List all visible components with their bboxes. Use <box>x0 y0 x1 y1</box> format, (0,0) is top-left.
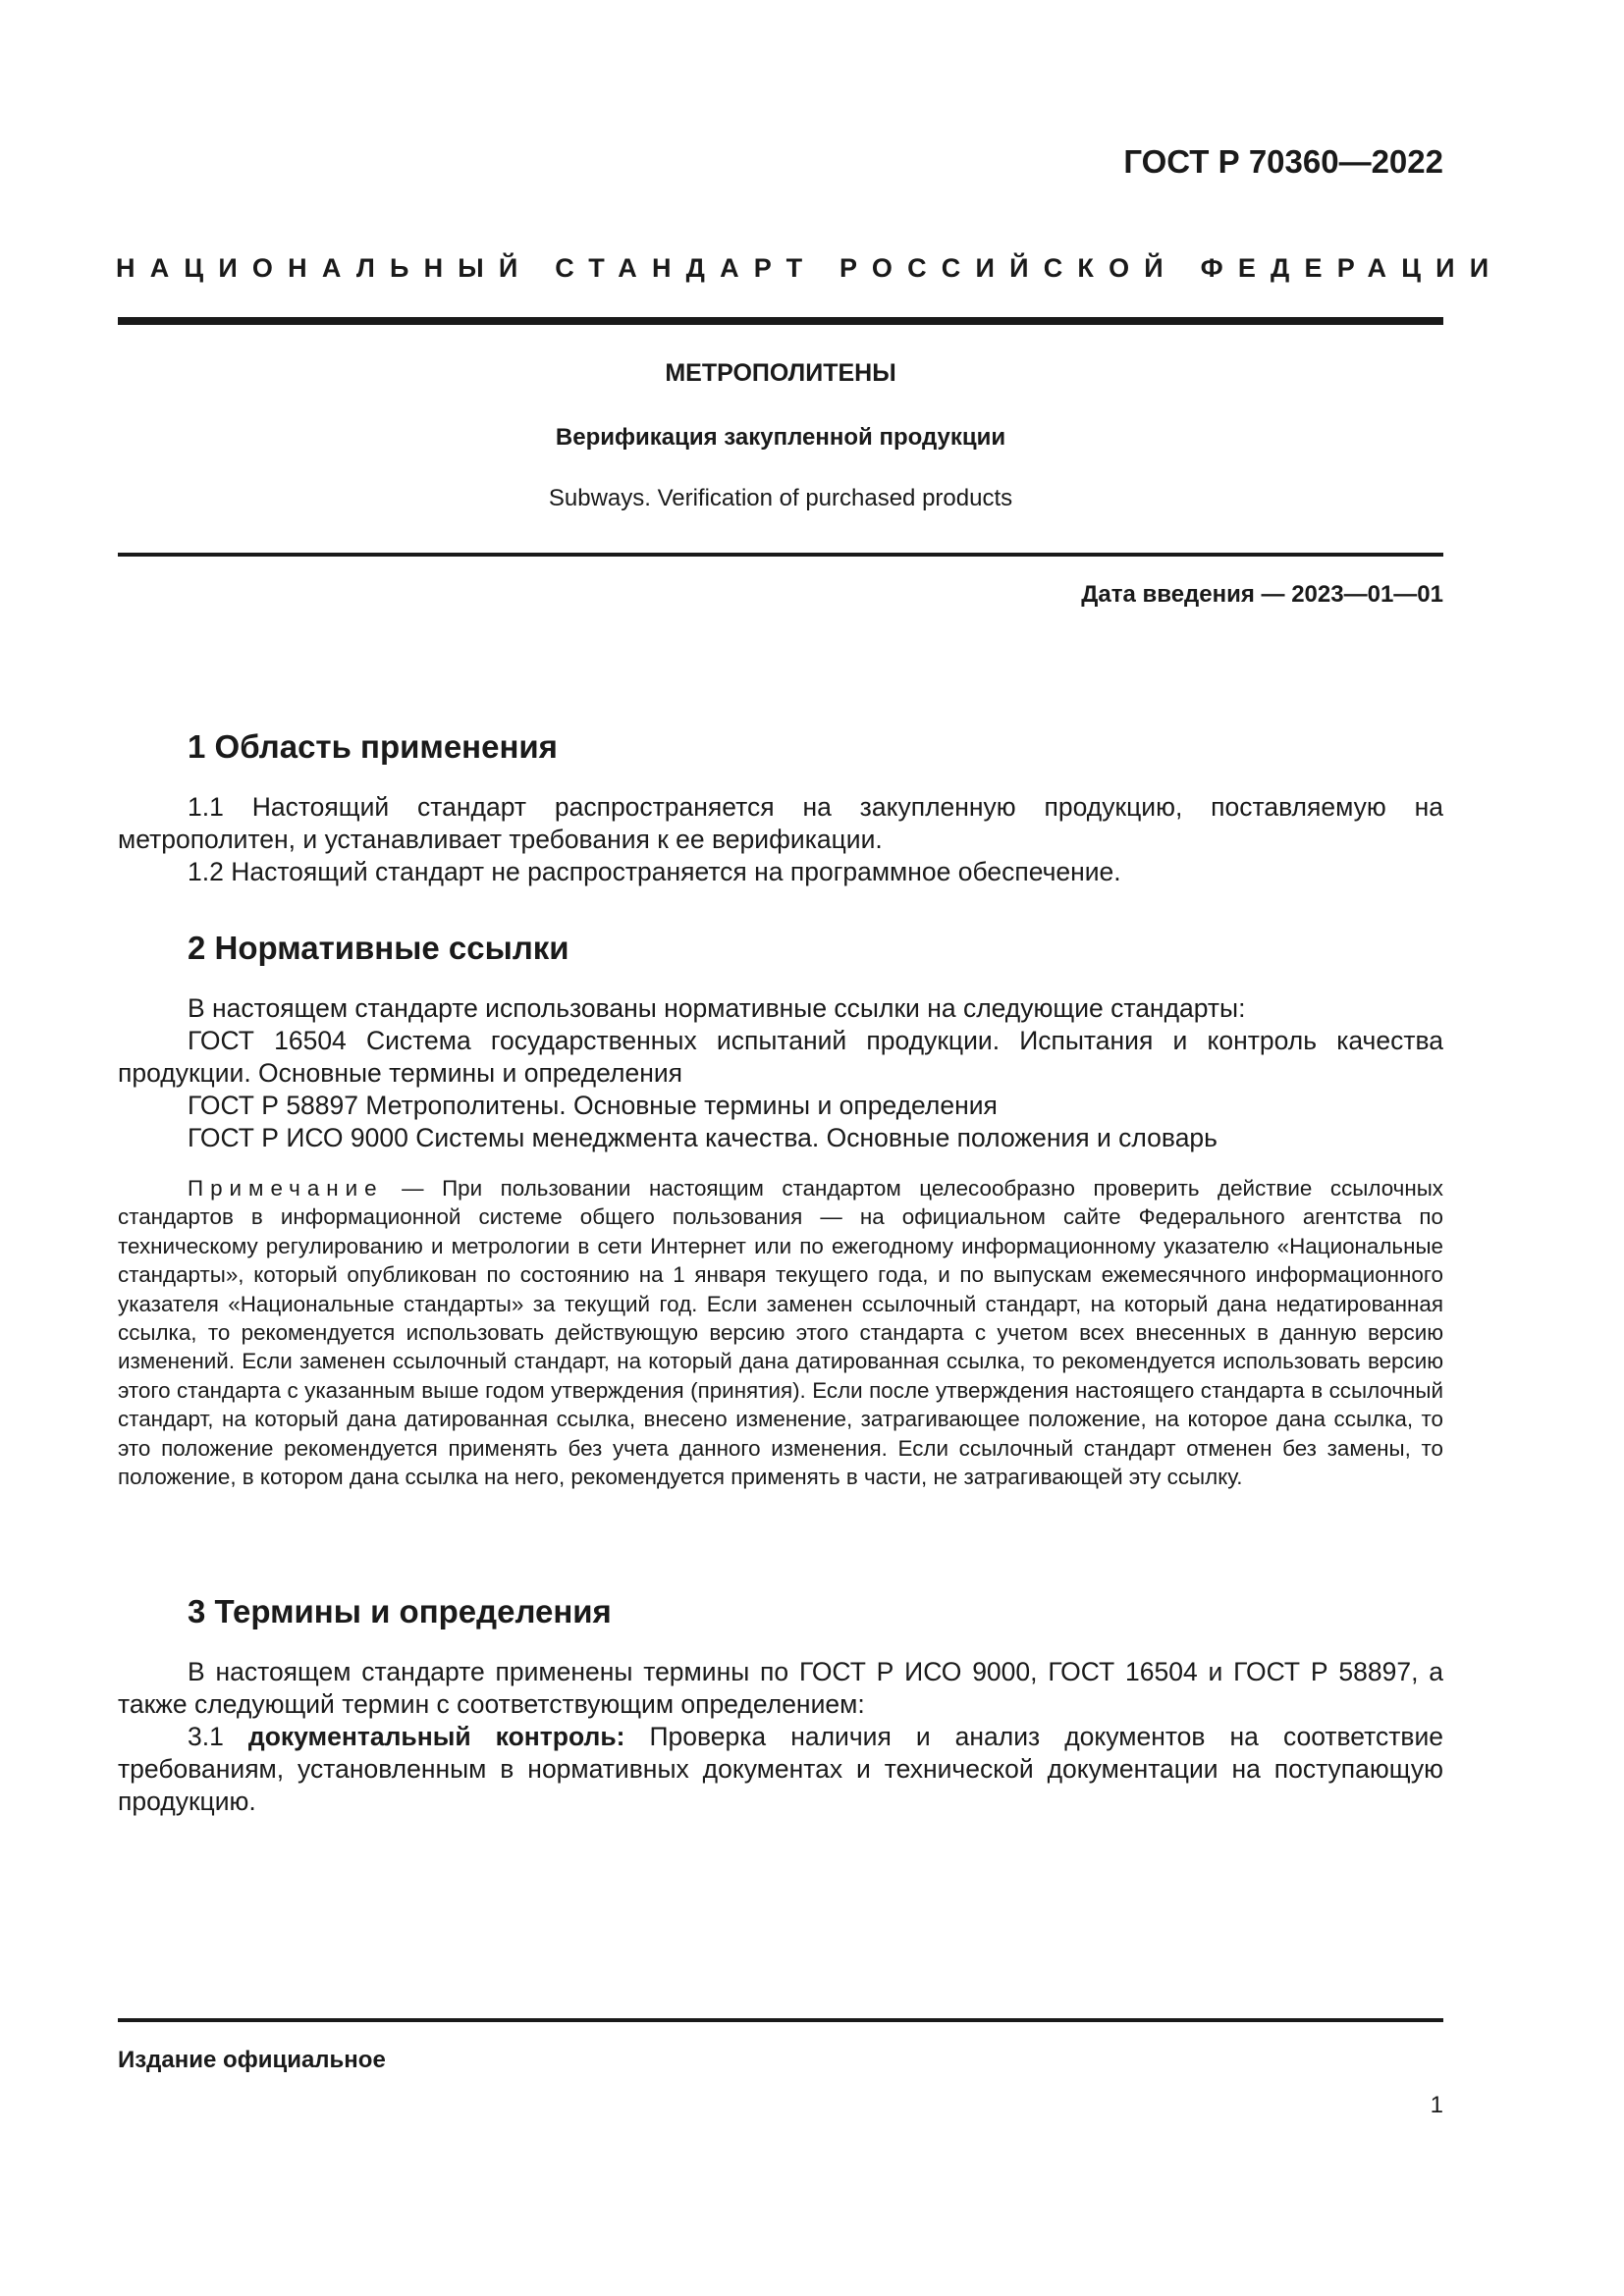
section-1-body <box>118 791 1443 888</box>
section-2-body <box>118 992 1443 1154</box>
introduction-date: Дата введения — 2023—01—01 <box>1081 581 1443 608</box>
note-paragraph <box>118 1174 1443 1491</box>
term-definition-3-1 <box>118 1721 1443 1818</box>
reference-gost-16504: ГОСТ 16504 Система государственных испытаний продукции. Испытания и контроль качества продукции. Основные термины и определения <box>118 1026 1443 1088</box>
document-subtitle: Верификация закупленной продукции <box>555 424 1006 451</box>
footer-rule <box>118 2018 1443 2022</box>
english-title: Subways. Verification of purchased products <box>548 485 1013 511</box>
reference-gost-r-iso-9000: ГОСТ Р ИСО 9000 Системы менеджмента качества. Основные положения и словарь <box>188 1123 1218 1152</box>
official-edition-label: Издание официальное <box>118 2047 386 2073</box>
title-rule <box>118 553 1443 557</box>
term-number: 3.1 <box>188 1722 248 1751</box>
term-name: документальный контроль: <box>247 1722 625 1751</box>
section-1-heading: 1 Область применения <box>188 728 558 765</box>
paragraph-1-1: 1.1 Настоящий стандарт распространяется на закупленную продукцию, поставляемую на метрополитен, и устанавливает требования к ее верификации. <box>118 792 1443 854</box>
section-3-heading: 3 Термины и определения <box>188 1593 612 1629</box>
paragraph-1-2: 1.2 Настоящий стандарт не распространяется на программное обеспечение. <box>188 857 1121 886</box>
term-definition: Проверка наличия и анализ документов на соответствие требованиям, установленным в нормативных документах и технической документации на поступающую продукцию. <box>118 1722 1444 1816</box>
document-number: ГОСТ Р 70360—2022 <box>1123 143 1443 180</box>
header-rule <box>118 317 1443 325</box>
document-title: МЕТРОПОЛИТЕНЫ <box>665 359 896 387</box>
paragraph-3-intro: В настоящем стандарте применены термины по ГОСТ Р ИСО 9000, ГОСТ 16504 и ГОСТ Р 58897, а также следующий термин с соответствующим определением: <box>118 1657 1443 1719</box>
section-2-heading: 2 Нормативные ссылки <box>188 930 569 966</box>
section-3-body <box>118 1656 1443 1818</box>
note-text: — При пользовании настоящим стандартом целесообразно проверить действие ссылочных стандартов в информационной системе общего пользования — на официальном сайте Федерального агентства по техническому регулированию и метрологии в сети Интернет или по ежегодному информационному указателю «Национальные стандарты», который опубликован по состоянию на 1 января текущего года, и по выпускам ежемесячного информационного указателя «Национальные стандарты» за текущий год. Если заменен ссылочный стандарт, на который дана недатированная ссылка, то рекомендуется использовать действующую версию этого стандарта с учетом всех внесенных в данную версию изменений. Если заменен ссылочный стандарт, на который дана датированная ссылка, то рекомендуется использовать версию этого стандарта с указанным выше годом утверждения (принятия). Если после утверждения настоящего стандарта в ссылочный стандарт, на который дана датированная ссылка, внесено изменение, затрагивающее положение, на которое дана ссылка, то это положение рекомендуется применять без учета данного изменения. Если ссылочный стандарт отменен без замены, то положение, в котором дана ссылка на него, рекомендуется применять в части, не затрагивающей эту ссылку. <box>118 1176 1443 1490</box>
national-standard-header: НАЦИОНАЛЬНЫЙ СТАНДАРТ РОССИЙСКОЙ ФЕДЕРАЦИИ <box>116 253 1504 283</box>
reference-gost-r-58897: ГОСТ Р 58897 Метрополитены. Основные термины и определения <box>188 1091 998 1120</box>
paragraph-2-intro: В настоящем стандарте использованы нормативные ссылки на следующие стандарты: <box>188 993 1246 1023</box>
page-number: 1 <box>1430 2092 1443 2118</box>
note-label: Примечание <box>188 1176 384 1201</box>
